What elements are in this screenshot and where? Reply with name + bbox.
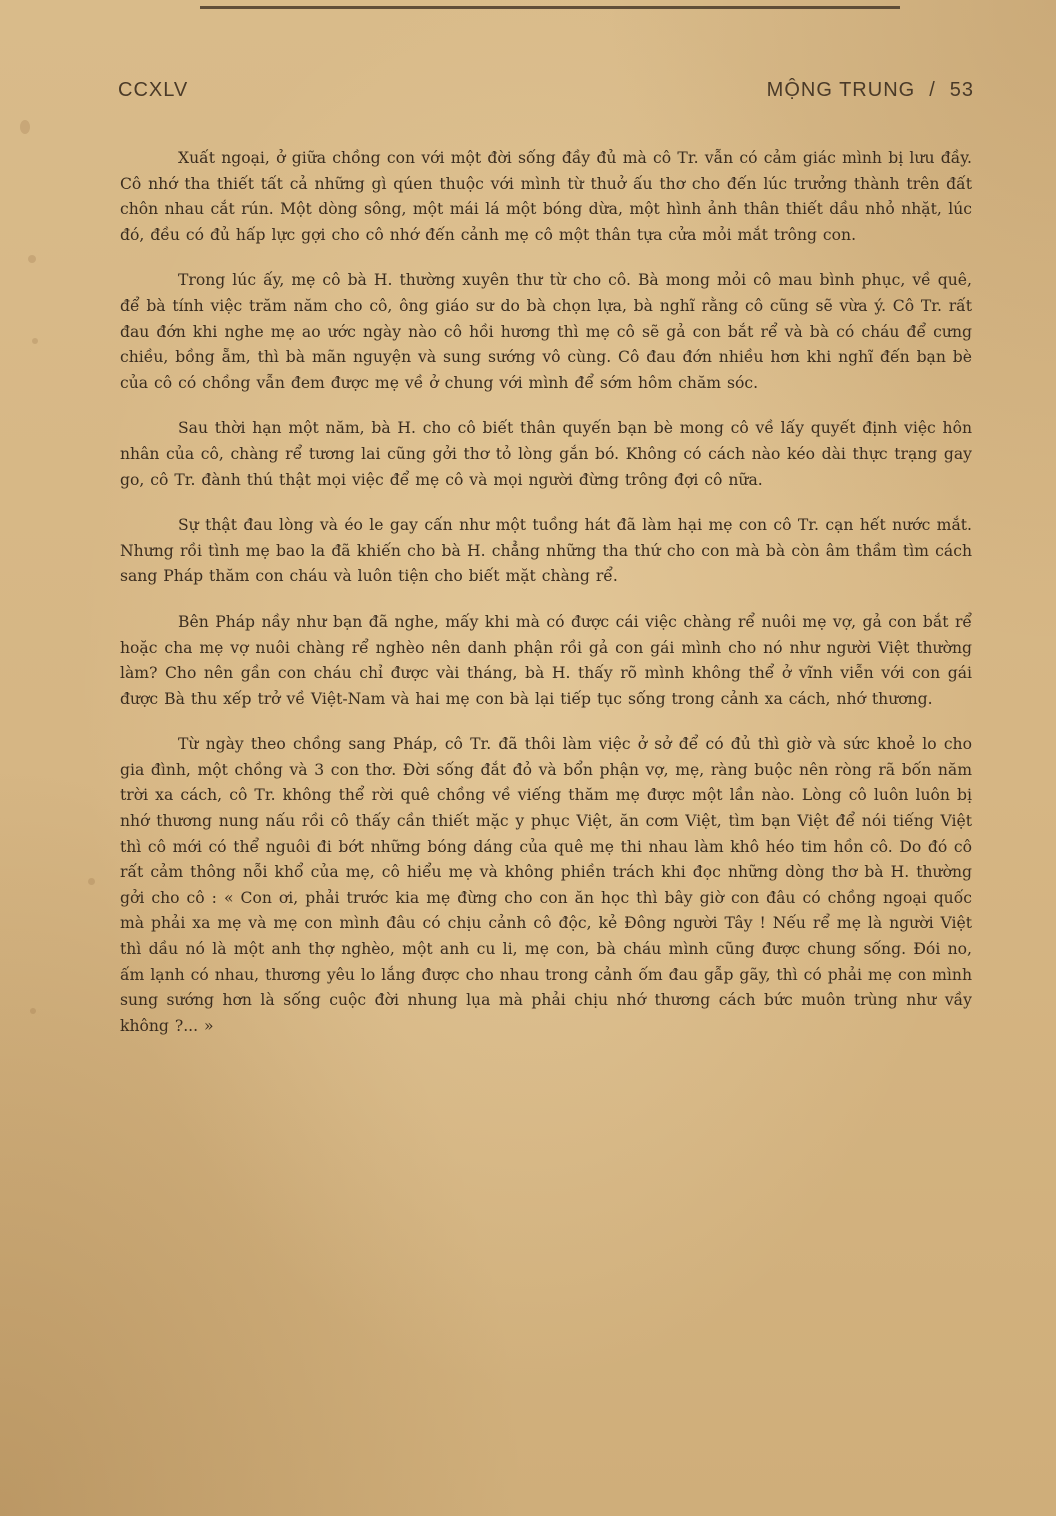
running-title: MỘNG TRUNG (766, 78, 916, 101)
paper-stain (28, 255, 36, 263)
paper-stain (30, 1008, 36, 1014)
paragraph-1: Xuất ngoại, ở giữa chồng con với một đời sống đầy đủ mà cô Tr. vẫn có cảm giác mình bị lưu đầy. Cô nhớ tha thiết tất cả những gì qúen thuộc với mình từ thuở ấu thơ cho đến lúc trưởng thành trên đất chôn nhau cắt rún. Một dòng sông, một mái lá một bóng dừa, một hình ảnh thân thiết dầu nhỏ nhặt, lúc đó, đều có đủ hấp lực gợi cho cô nhớ đến cảnh mẹ cô một thân tựa cửa mỏi mắt trông con. (120, 149, 972, 244)
page-number: 53 (949, 78, 974, 101)
paper-stain (32, 338, 38, 344)
paper-stain (88, 878, 95, 885)
paragraph-5: Bên Pháp nầy như bạn đã nghe, mấy khi mà có được cái việc chàng rể nuôi mẹ vợ, gả con bắt rể hoặc cha mẹ vợ nuôi chàng rể nghèo nên danh phận rồi gả con gái mình cho nó như người Việt thường làm? Cho nên gần con cháu chỉ được vài tháng, bà H. thấy rõ mình không thể ở vĩnh viễn với con gái được Bà thu xếp trở về Việt-Nam và hai mẹ con bà lại tiếp tục sống trong cảnh xa cách, nhớ thương. (120, 612, 972, 708)
paragraph-3: Sau thời hạn một năm, bà H. cho cô biết thân quyến bạn bè mong cô về lấy quyết định việc hôn nhân của cô, chàng rể tương lai cũng gởi thơ tỏ lòng gắn bó. Không có cách nào kéo dài thực trạng gay go, cô Tr. đành thú thật mọi việc để mẹ cô và mọi người đừng trông đợi cô nữa. (120, 419, 972, 489)
running-title-group (767, 79, 974, 102)
running-head (118, 74, 974, 106)
paper-stain (20, 120, 30, 134)
title-separator: / (929, 78, 936, 101)
paragraph-4: Sự thật đau lòng và éo le gay cấn như một tuồng hát đã làm hại mẹ con cô Tr. cạn hết nước mắt. Nhưng rồi tình mẹ bao la đã khiến cho bà H. chẳng những tha thứ cho con mà bà còn âm thầm tìm cách sang Pháp thăm con cháu và luôn tiện cho biết mặt chàng rể. (120, 516, 972, 586)
paragraph-6: Từ ngày theo chồng sang Pháp, cô Tr. đã thôi làm việc ở sở để có đủ thì giờ và sức khoẻ lo cho gia đình, một chồng và 3 con thơ. Đời sống đắt đỏ và bổn phận vợ, mẹ, ràng buộc nên ròng rã bốn năm trời xa cách, cô Tr. không thể rời quê chồng về viếng thăm mẹ được một lần nào. Lòng cô luôn luôn bị nhớ thương nung nấu rồi cô thấy cần thiết mặc y phục Việt, ăn cơm Việt, tìm bạn Việt để nói tiếng Việt thì cô mới có thể nguôi đi bớt những bóng dáng của quê mẹ thi nhau làm khô héo tim hồn cô. Do đó cô rất cảm thông nỗi khổ của mẹ, cô hiểu mẹ và không phiền trách khi đọc những dòng thơ bà H. thường gởi cho cô : « Con ơi, phải trước kia mẹ đừng cho con ăn học thì bây giờ con đâu có chồng ngoại quốc mà phải xa mẹ và mẹ con mình đâu có chịu cảnh cô độc, kẻ Đông người Tây ! Nếu rể mẹ là người Việt thì dầu nó là một anh thợ nghèo, một anh cu li, mẹ con, bà cháu mình cũng được chung sống. Đói no, ấm lạnh có nhau, thương yêu lo lắng được cho nhau trong cảnh ốm đau gẫp gãy, thì có phải mẹ con mình sung sướng hơn là sống cuộc đời nhung lụa mà phải chịu nhớ thương cách bức muôn trùng như vầy không ?... » (120, 735, 972, 1035)
paragraph-2: Trong lúc ấy, mẹ cô bà H. thường xuyên thư từ cho cô. Bà mong mỏi cô mau bình phục, về quê, để bà tính việc trăm năm cho cô, ông giáo sư do bà chọn lựa, bà nghĩ rằng cô cũng sẽ vừa ý. Cô Tr. rất đau đớn khi nghe mẹ ao ước ngày nào cô hồi hương thì mẹ cô sẽ gả con bắt rể và bà có cháu để cưng chiều, bồng ẵm, thì bà mãn nguyện và sung sướng vô cùng. Cô đau đớn nhiều hơn khi nghĩ đến bạn bè của cô có chồng vẫn đem được mẹ về ở chung với mình để sớm hôm chăm sóc. (120, 271, 972, 392)
top-rule (200, 6, 900, 9)
body-text (120, 146, 972, 1059)
chapter-number: CCXLV (118, 78, 189, 101)
